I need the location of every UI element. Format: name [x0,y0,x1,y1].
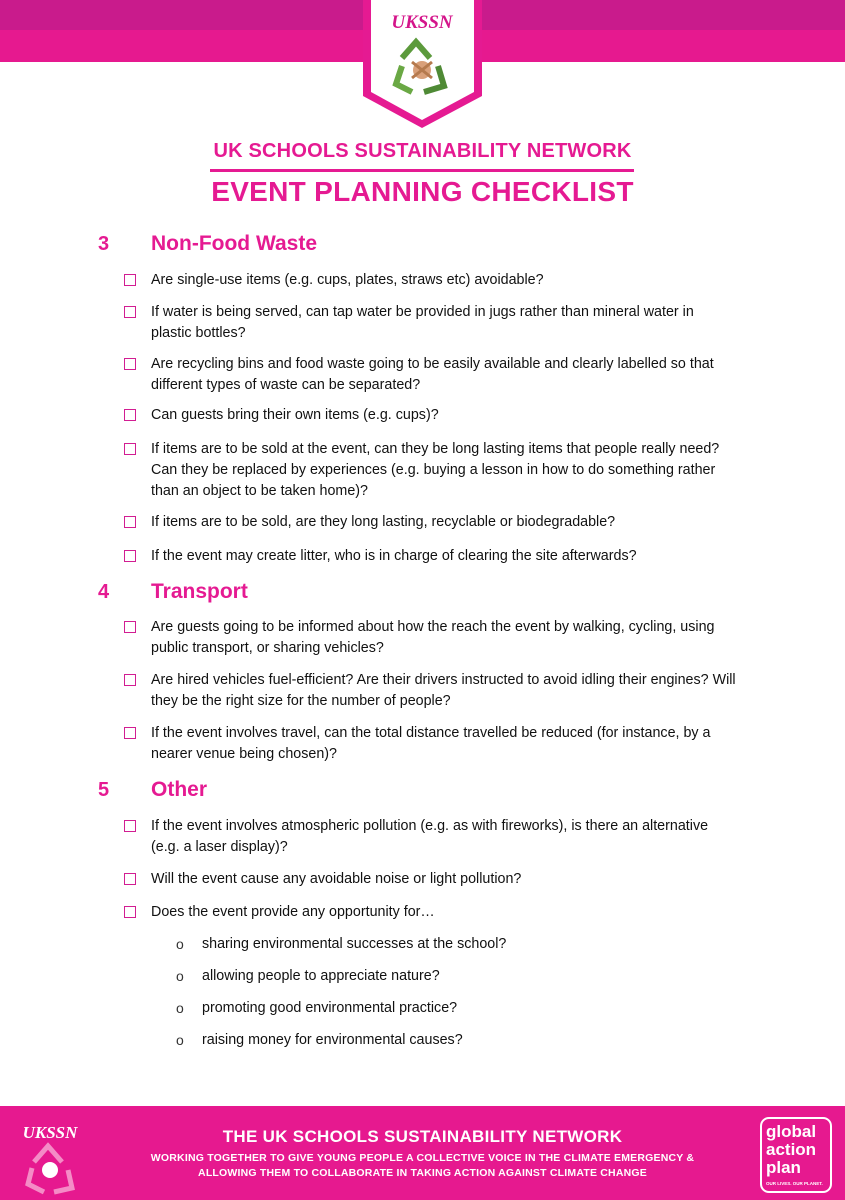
ukssn-emblem [0,0,845,140]
checkbox[interactable] [124,820,136,832]
checklist-item: If the event involves travel, can the total distance travelled be reduced (for instance, by a nearer venue being chosen)? [124,723,736,765]
bullet-icon: o [176,1000,184,1016]
section-title: Transport [151,580,248,603]
checkbox[interactable] [124,409,136,421]
network-title: UK SCHOOLS SUSTAINABILITY NETWORK [213,140,632,162]
checklist-item: If the event involves atmospheric pollution (e.g. as with fireworks), is there an alternative (e.g. a laser display)? [124,816,736,858]
checklist-item: Are guests going to be informed about how the reach the event by walking, cycling, using public transport, or sharing vehicles? [124,617,736,659]
footer-title: THE UK SCHOOLS SUSTAINABILITY NETWORK [222,1127,623,1146]
sub-list-item: o allowing people to appreciate nature? [176,966,440,987]
checklist-item: Will the event cause any avoidable noise or light pollution? [124,869,736,890]
svg-text:global: global [766,1122,817,1141]
checkbox[interactable] [124,621,136,633]
checklist-item: If items are to be sold at the event, can they be long lasting items that people really need? Can they be replaced by experiences (e.g. buying a lesson in how to do something rather than an object to be taken home)? [124,439,736,502]
svg-text:plan: plan [766,1158,801,1177]
checkbox[interactable] [124,873,136,885]
section-number: 4 [98,581,110,603]
bullet-icon: o [176,968,184,984]
bullet-icon: o [176,936,184,952]
checklist-item: Can guests bring their own items (e.g. cups)? [124,405,736,426]
checkbox[interactable] [124,358,136,370]
checklist-item: Are recycling bins and food waste going to be easily available and clearly labelled so that different types of waste can be separated? [124,354,736,396]
checklist-item: Are hired vehicles fuel-efficient? Are their drivers instructed to avoid idling their engines? Will they be the right size for the number of people? [124,670,736,712]
title-divider [210,169,634,172]
checkbox[interactable] [124,274,136,286]
checkbox[interactable] [124,674,136,686]
section-transport [98,580,248,604]
checklist-item: If water is being served, can tap water be provided in jugs rather than mineral water in plastic bottles? [124,302,736,344]
svg-text:action: action [766,1140,817,1159]
sub-list-item: o raising money for environmental causes? [176,1030,463,1051]
footer-logo-text: UKSSN [22,1123,78,1142]
section-other [98,778,207,802]
checkbox[interactable] [124,443,136,455]
checkbox[interactable] [124,306,136,318]
page-title: EVENT PLANNING CHECKLIST [211,176,634,207]
checklist-item: If the event may create litter, who is in charge of clearing the site afterwards? [124,546,736,567]
bullet-icon: o [176,1032,184,1048]
section-title: Non-Food Waste [151,232,318,255]
footer-tagline: WORKING TOGETHER TO GIVE YOUNG PEOPLE A COLLECTIVE VOICE IN THE CLIMATE EMERGENCY & ALLOWING THEM TO COLLABORATE IN TAKING ACTION AGAINST CLIMATE CHANGE [150,1152,695,1179]
footer-ukssn-logo [10,1112,90,1196]
checklist-item: Does the event provide any opportunity for… [124,902,736,923]
global-action-plan-logo [760,1117,832,1193]
sub-list-item: o sharing environmental successes at the school? [176,934,506,955]
sub-list-item: o promoting good environmental practice? [176,998,457,1019]
checkbox[interactable] [124,550,136,562]
checkbox[interactable] [124,906,136,918]
svg-text:OUR LIVES. OUR PLANET.: OUR LIVES. OUR PLANET. [766,1181,823,1186]
checkbox[interactable] [124,727,136,739]
checklist-item: If items are to be sold, are they long lasting, recyclable or biodegradable? [124,512,736,533]
emblem-logo-text: UKSSN [391,12,453,33]
section-non-food-waste [98,232,317,256]
section-title: Other [151,778,208,801]
checklist-item: Are single-use items (e.g. cups, plates, straws etc) avoidable? [124,270,736,291]
checkbox[interactable] [124,516,136,528]
section-number: 5 [98,779,110,801]
section-number: 3 [98,233,110,255]
